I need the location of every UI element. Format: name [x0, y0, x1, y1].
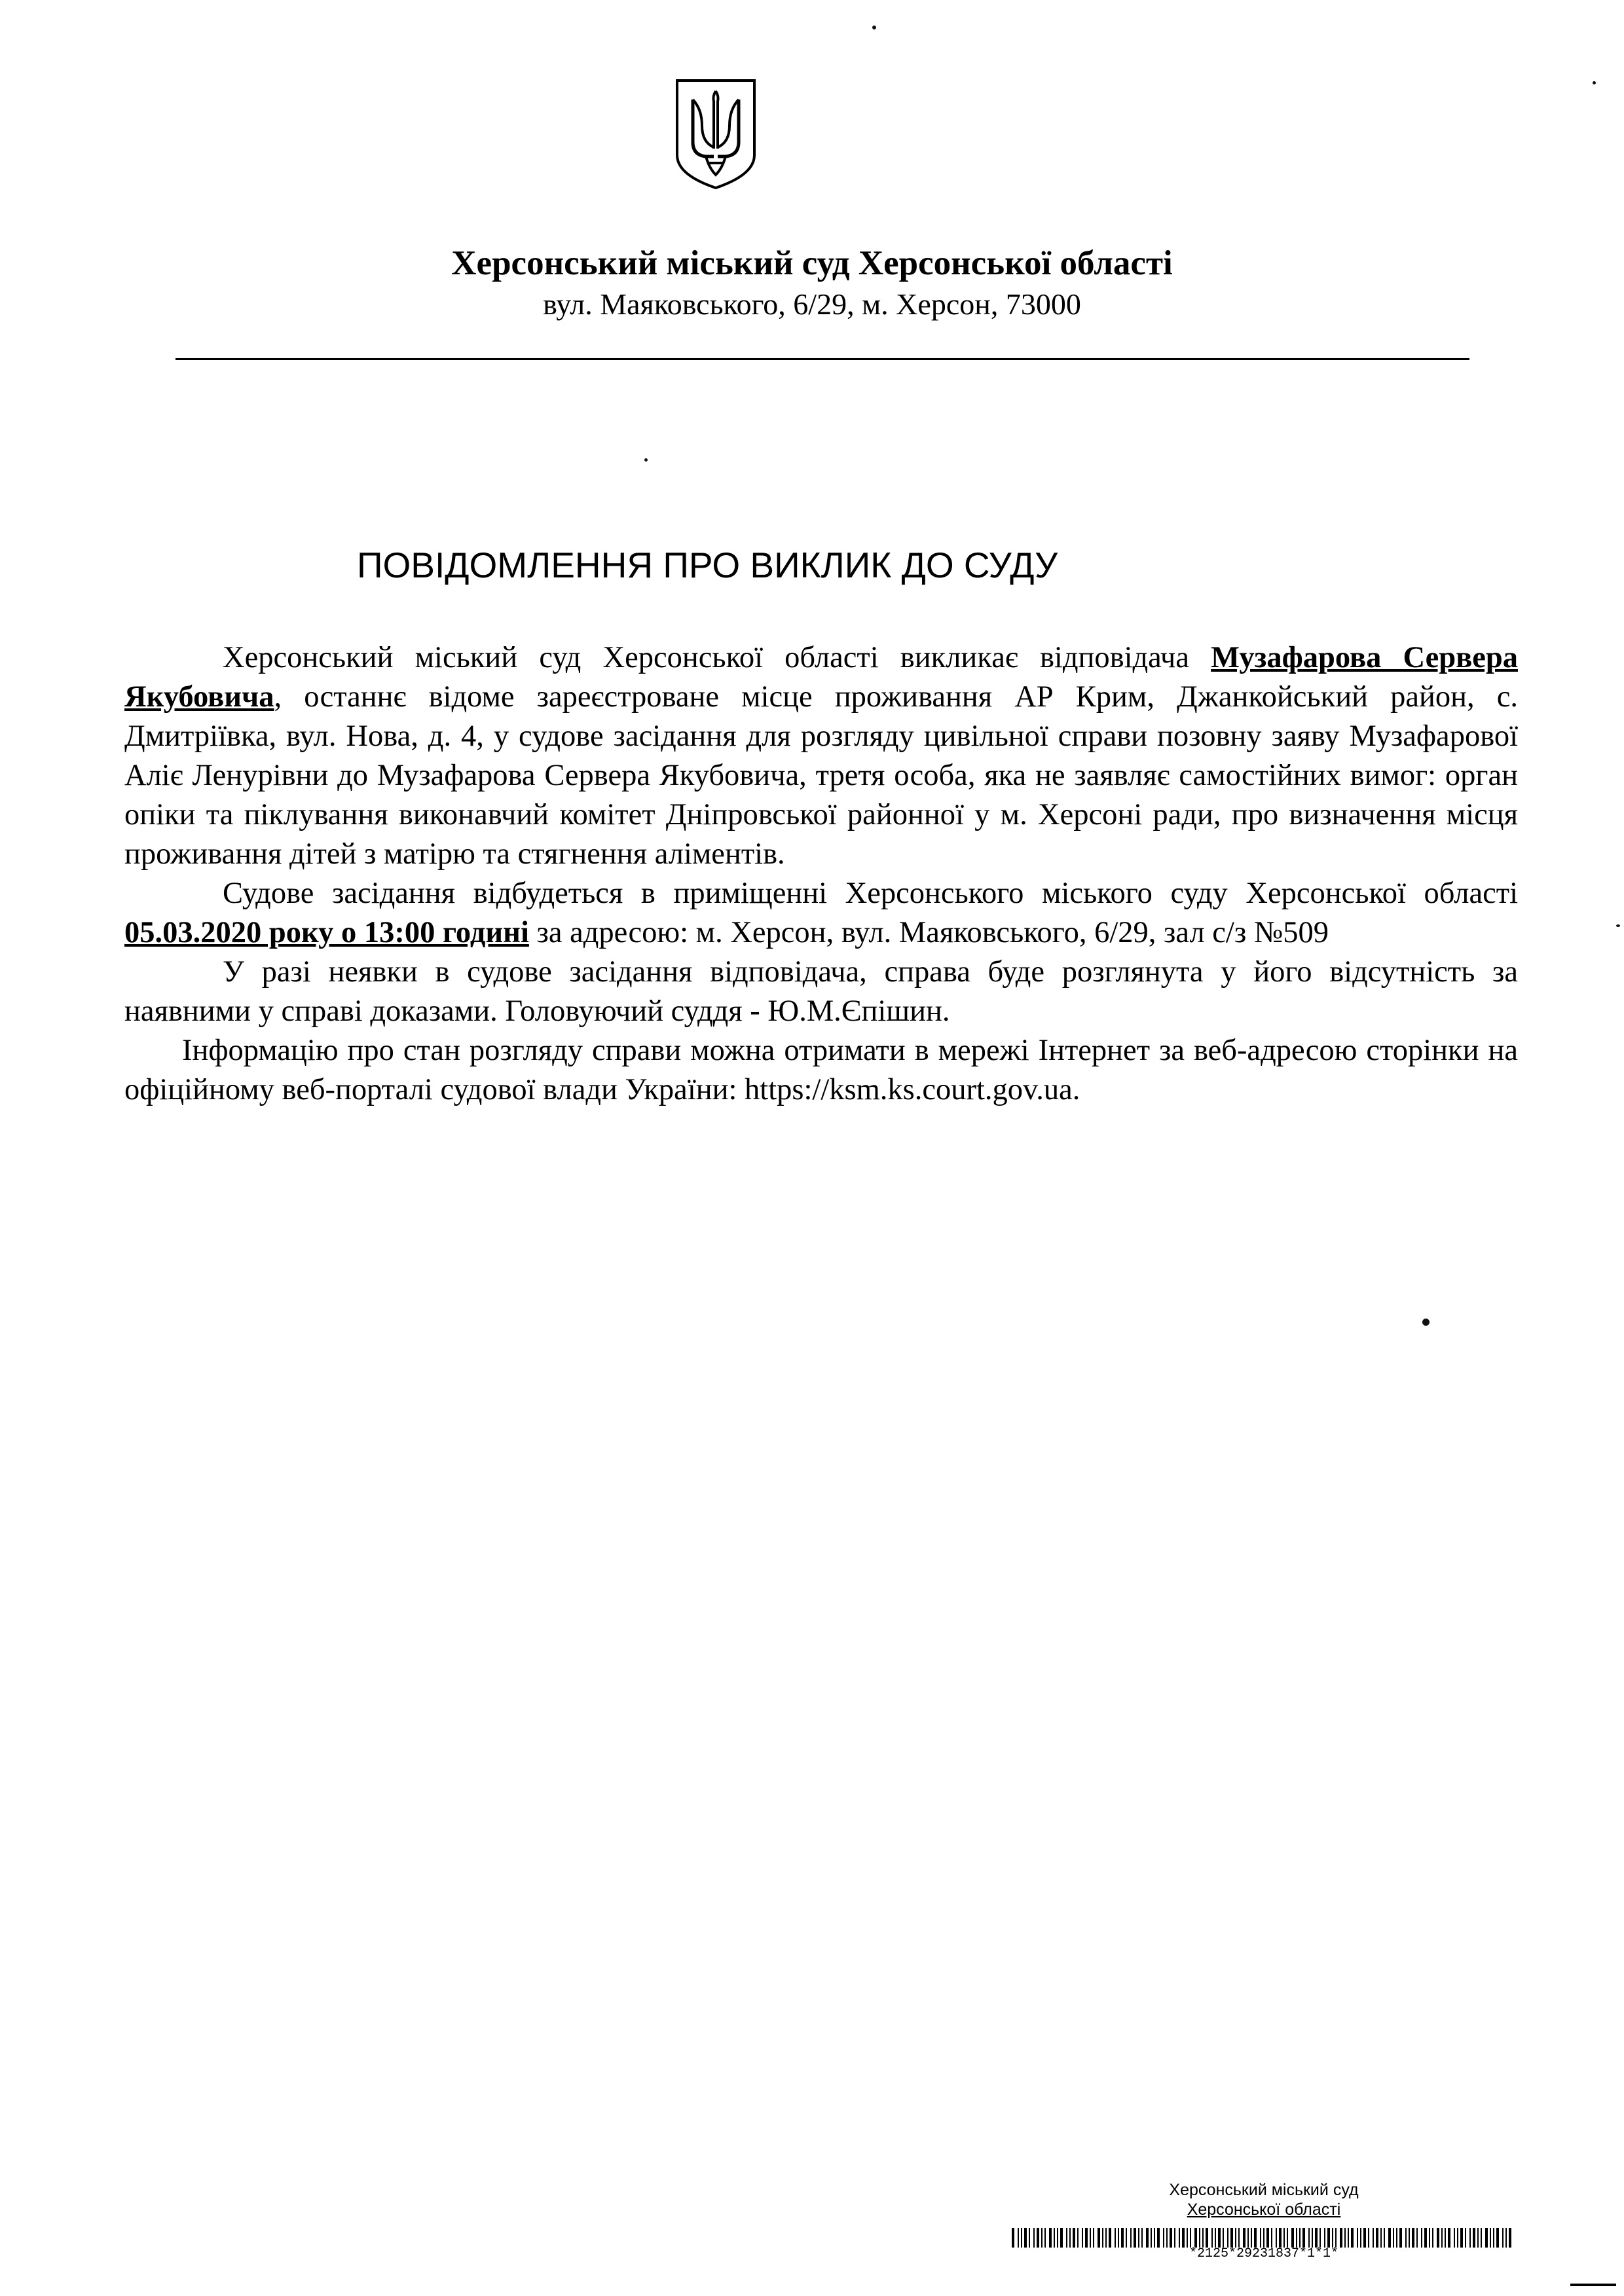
paragraph-summons-intro: Херсонський міський суд Херсонської області викликає відповідача [223, 641, 1211, 674]
paragraph-summons-details: , останнє відоме зареєстроване місце проживання АР Крим, Джанкойський район, с. Дмитріївка, вул. Нова, д. 4, у судове засідання для розгляду цивільної справи позовну заяву Музафарової Аліє Ленурівни до Музафарова Сервера Якубовича, третя особа, яка не заявляє самостійних вимог: орган опіки та піклування виконавчий комітет Дніпровської районної у м. Херсоні ради, про визначення місця проживання дітей з матірю та стягнення аліментів. [124, 680, 1518, 871]
stamp-court-name: Херсонський міський суд [1169, 2181, 1359, 2199]
paragraph-info: Інформацію про стан розгляду справи можна отримати в мережі Інтернет за веб-адресою сторінки на офіційному веб-порталі судової влади України: https://ksm.ks.court.gov.ua. [124, 1034, 1518, 1106]
paragraph-hearing [124, 874, 1518, 953]
barcode-icon [1012, 2228, 1516, 2248]
barcode-number: *2125*29231837*1*1* [1189, 2246, 1339, 2261]
scan-speck [1616, 924, 1620, 927]
document-body [124, 638, 1518, 1110]
court-stamp [1008, 2180, 1519, 2219]
scan-speck [644, 458, 648, 462]
paragraph-hearing-intro: Судове засідання відбудеться в приміщенні Херсонського міського суду Херсонської області [223, 877, 1518, 910]
scan-speck [1422, 1319, 1430, 1326]
stamp-region: Херсонської області [1187, 2200, 1341, 2219]
paragraph-summons [124, 638, 1518, 874]
hearing-datetime: 05.03.2020 року о 13:00 годині [124, 916, 529, 949]
scan-speck [872, 26, 876, 29]
paragraph-absence: У разі неявки в судове засідання відповідача, справа буде розглянута у його відсутність за наявними у справі доказами. Головуючий суддя - Ю.М.Єпішин. [124, 955, 1518, 1028]
ukraine-trident-emblem-icon [673, 77, 758, 191]
court-address: вул. Маяковського, 6/29, м. Херсон, 73000 [543, 287, 1081, 321]
paragraph-hearing-address: за адресою: м. Херсон, вул. Маяковського, 6/29, зал с/з №509 [528, 916, 1329, 949]
header-divider [175, 358, 1469, 360]
corner-mark [1570, 2284, 1616, 2286]
scan-speck [1593, 81, 1596, 84]
court-name: Херсонський міський суд Херсонської області [451, 244, 1173, 282]
defendant-name: Музафарова Сервера Якубовича [124, 641, 1518, 714]
document-title: ПОВІДОМЛЕННЯ ПРО ВИКЛИК ДО СУДУ [357, 545, 1058, 585]
